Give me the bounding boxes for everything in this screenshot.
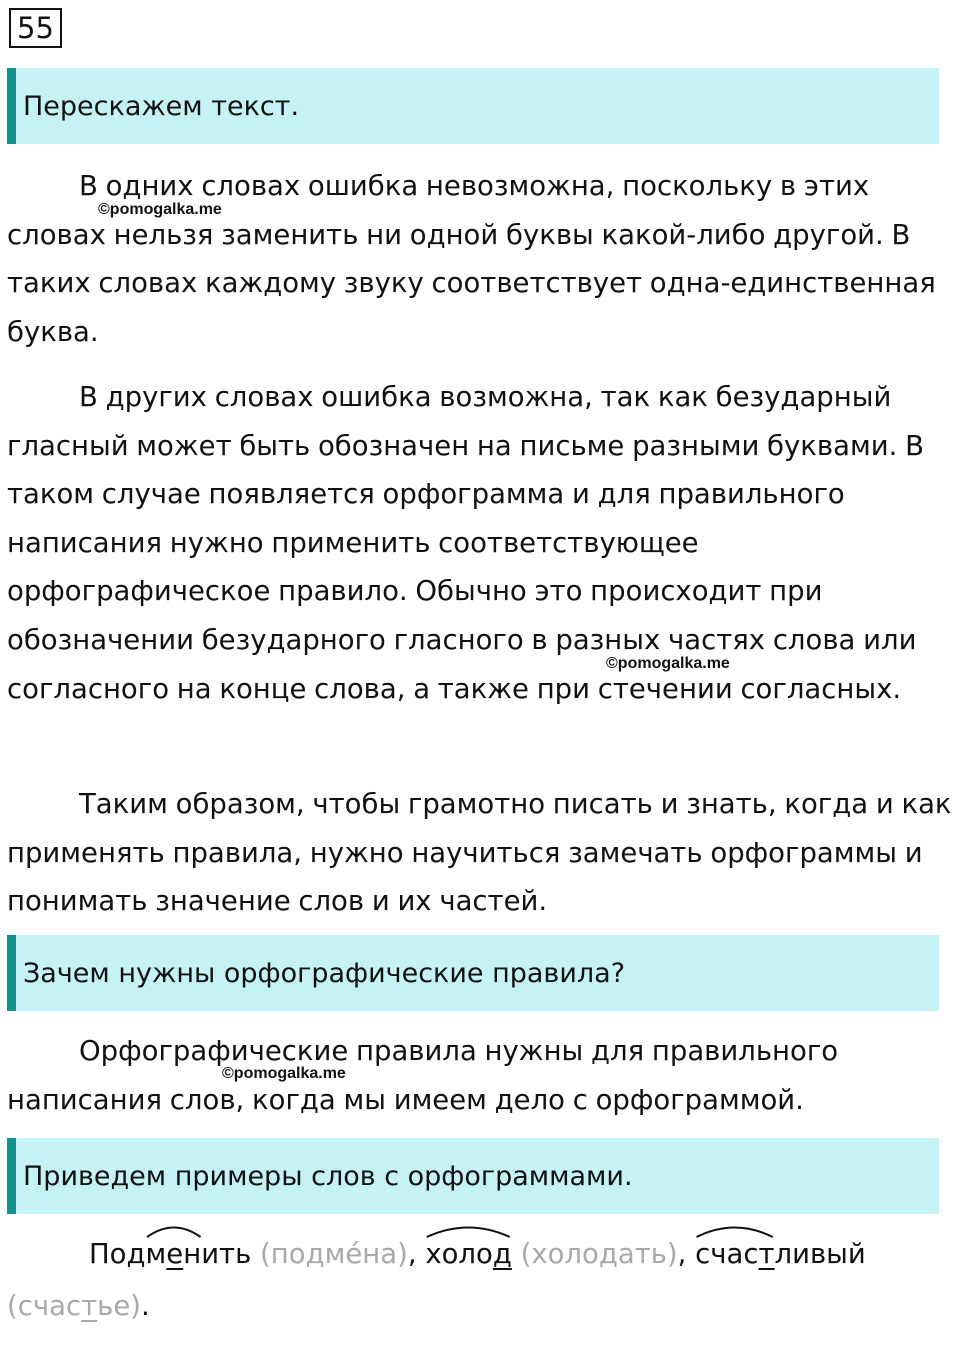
heading-accent-bar (7, 68, 16, 144)
orthogram-letter: д (492, 1238, 512, 1270)
orthogram-letter: т (758, 1238, 775, 1270)
section-heading-examples (7, 1138, 939, 1214)
watermark: ©pomogalka.me (222, 1065, 346, 1082)
separator: , (407, 1238, 426, 1270)
section-heading-why (7, 935, 939, 1011)
paragraph-3-text: Таким образом, чтобы грамотно писать и знать, когда и как применять правила, нужно научиться замечать орфограммы и понимать значение слов и их частей. (7, 788, 952, 918)
example-word-2: холод (425, 1228, 512, 1280)
task-number: 55 (9, 8, 62, 48)
paragraph-2 (7, 373, 955, 713)
answer-paragraph (7, 1027, 955, 1124)
heading-text: Перескажем текст. (23, 90, 300, 122)
root-arc: мен (146, 1228, 202, 1280)
paragraph-1-text: В одних словах ошибка невозможна, поскольку в этих словах нельзя заменить ни одной буквы какой-либо другой. В таких словах каждому звуку соответствует одна-единственная буква. (7, 170, 936, 348)
examples-paragraph (7, 1228, 955, 1332)
final-period: . (140, 1290, 150, 1322)
paragraph-3 (7, 780, 955, 926)
root-arc: счаст (695, 1228, 774, 1280)
check-word-1: (подме́на) (260, 1238, 408, 1270)
orthogram-letter: е (166, 1238, 184, 1270)
check-word-3: (счастье) (7, 1290, 141, 1322)
example-word-1 (89, 1238, 251, 1270)
heading-accent-bar (7, 1138, 16, 1214)
prefix: Под (89, 1238, 146, 1270)
answer-text: Орфографические правила нужны для правильного написания слов, когда мы имеем дело с орфограммой. (7, 1035, 839, 1116)
paragraph-1 (7, 162, 955, 356)
heading-text: Зачем нужны орфографические правила? (23, 957, 626, 989)
heading-accent-bar (7, 935, 16, 1011)
paragraph-2-text: В других словах ошибка возможна, так как безударный гласный может быть обозначен на письме разными буквами. В таком случае появляется орфограмма и для правильного написания нужно применить соответствующее орфографическое правило. Обычно это происходит при обозначении безударного гласного в разных частях слова или согласного на конце слова, а также при стечении согласных. (7, 381, 924, 705)
section-heading-retell (7, 68, 939, 144)
ending: ить (201, 1238, 252, 1270)
heading-text: Приведем примеры слов с орфограммами. (23, 1160, 633, 1192)
check-word-2: (холодать) (520, 1238, 678, 1270)
suffix-ending: ливый (774, 1238, 866, 1270)
separator: , (677, 1238, 696, 1270)
example-word-3 (695, 1238, 866, 1270)
watermark: ©pomogalka.me (606, 655, 730, 672)
watermark: ©pomogalka.me (98, 201, 222, 218)
